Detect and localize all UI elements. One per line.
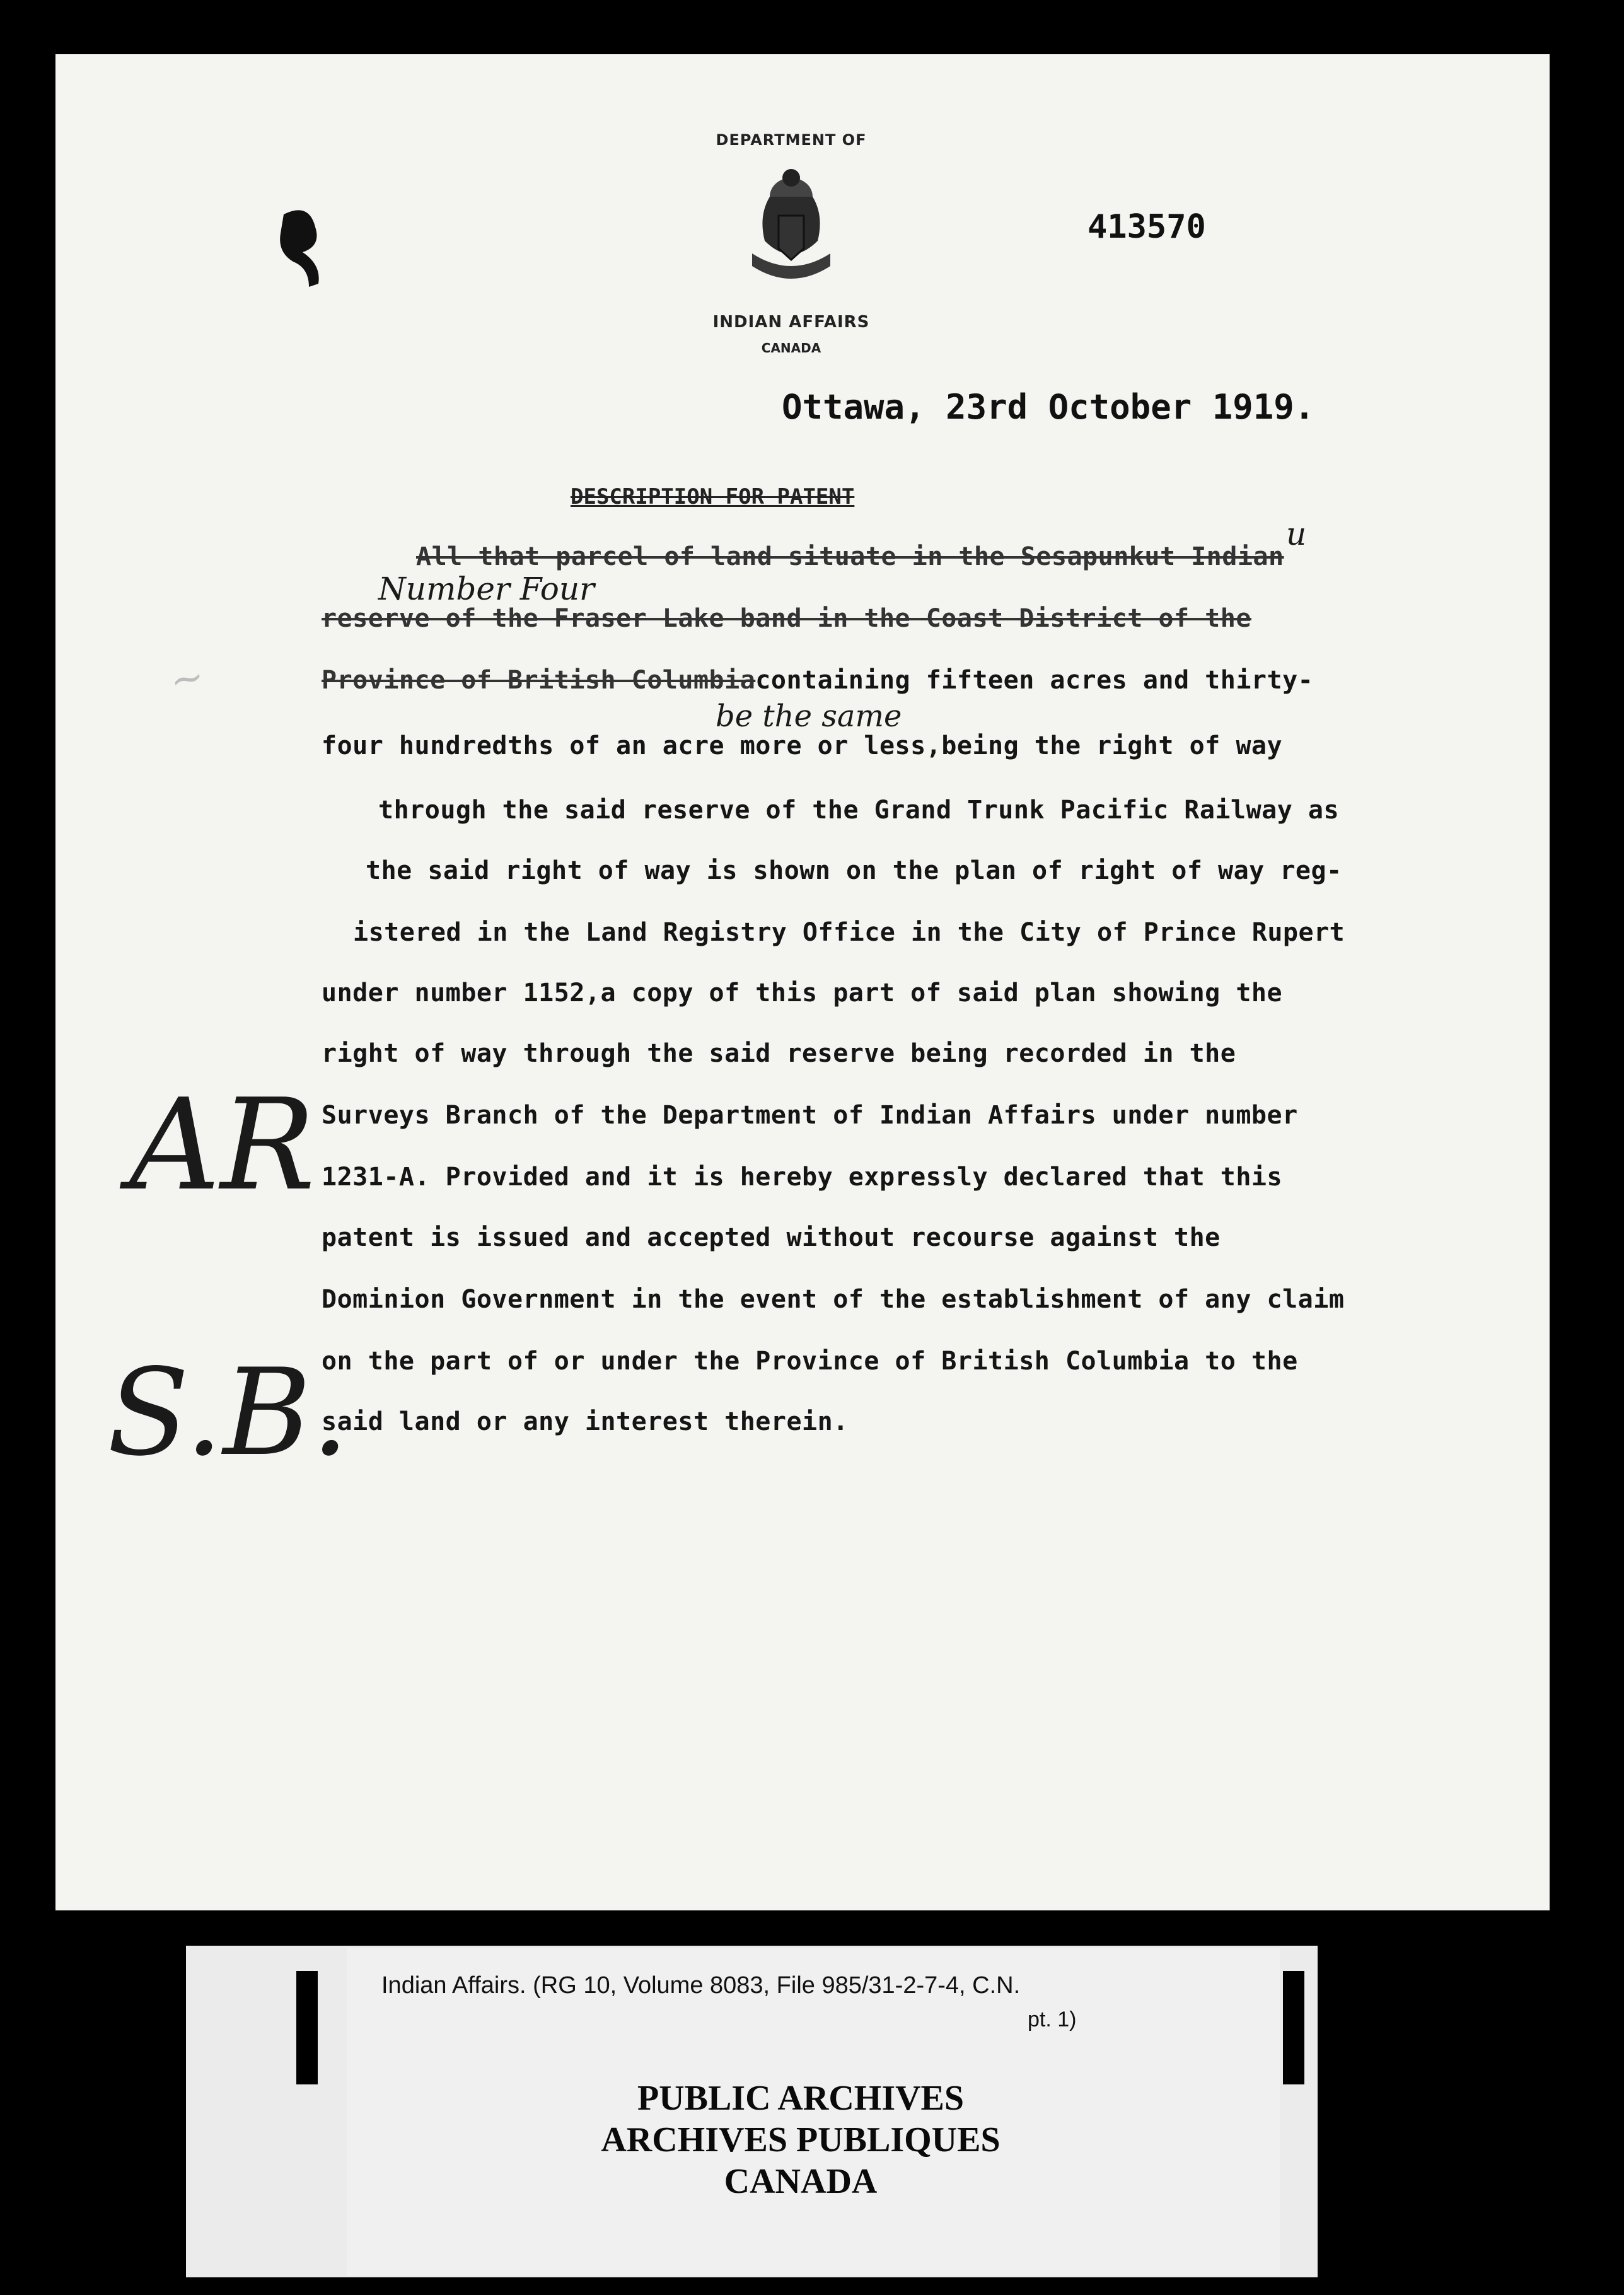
archive-country: CANADA bbox=[724, 2162, 878, 2201]
letterhead-country: CANADA bbox=[761, 340, 821, 356]
handwritten-initials-ar: AR bbox=[129, 1072, 316, 1219]
coat-of-arms-icon bbox=[746, 159, 837, 301]
body-line-9: right of way through the said reserve being recorded in the bbox=[322, 1039, 1236, 1068]
handwritten-initials-sb: S.B. bbox=[107, 1343, 349, 1482]
ink-blot-icon bbox=[265, 202, 334, 290]
body-line-11: 1231-A. Provided and it is hereby expressly declared that this bbox=[322, 1163, 1283, 1192]
body-line-12: patent is issued and accepted without recourse against the bbox=[322, 1223, 1221, 1252]
struck-text: reserve of the Fraser Lake band in the Coast District of the bbox=[322, 604, 1251, 633]
body-line-5: through the said reserve of the Grand Trunk Pacific Railway as bbox=[378, 796, 1340, 825]
body-line-6: the said right of way is shown on the plan of right of way reg- bbox=[366, 856, 1342, 885]
handwritten-insert-be-the-same: be the same bbox=[716, 699, 902, 734]
struck-text: Province of British Columbia bbox=[322, 666, 756, 695]
document-number: 413570 bbox=[1088, 208, 1206, 246]
body-line-4: four hundredths of an acre more or less,being the right of way bbox=[322, 731, 1283, 760]
label-tab-left bbox=[296, 1971, 318, 2084]
faint-margin-note: ~ bbox=[165, 653, 209, 706]
body-line-3 bbox=[322, 666, 1313, 695]
letterhead-indian-affairs: INDIAN AFFAIRS bbox=[712, 313, 870, 332]
label-tab-right bbox=[1283, 1971, 1304, 2084]
archive-name-fr: ARCHIVES PUBLIQUES bbox=[601, 2120, 1000, 2159]
archive-name-en: PUBLIC ARCHIVES bbox=[637, 2079, 965, 2118]
body-line-14: on the part of or under the Province of British Columbia to the bbox=[322, 1347, 1298, 1376]
body-line-13: Dominion Government in the event of the establishment of any claim bbox=[322, 1285, 1345, 1314]
struck-text: All that parcel of land situate in the Sesapunkut Indian bbox=[416, 542, 1284, 571]
document-heading: DESCRIPTION FOR PATENT bbox=[571, 484, 855, 509]
handwritten-insert-number-four: Number Four bbox=[378, 571, 594, 607]
body-line-1 bbox=[416, 542, 1284, 571]
archive-reference-continued: pt. 1) bbox=[1028, 2007, 1077, 2031]
body-line-10: Surveys Branch of the Department of Indian Affairs under number bbox=[322, 1101, 1298, 1130]
body-line-2 bbox=[322, 604, 1251, 633]
handwritten-caret-u: u bbox=[1286, 516, 1307, 552]
dateline: Ottawa, 23rd October 1919. bbox=[782, 387, 1315, 427]
letterhead-department: DEPARTMENT OF bbox=[716, 131, 867, 149]
body-text: containing fifteen acres and thirty- bbox=[755, 666, 1314, 695]
archive-reference: Indian Affairs. (RG 10, Volume 8083, File 985/31-2-7-4, C.N. bbox=[381, 1972, 1021, 1999]
body-line-8: under number 1152,a copy of this part of said plan showing the bbox=[322, 979, 1283, 1008]
letterhead bbox=[697, 126, 886, 359]
body-line-15: said land or any interest therein. bbox=[322, 1407, 849, 1436]
body-line-7: istered in the Land Registry Office in the City of Prince Rupert bbox=[353, 918, 1345, 947]
